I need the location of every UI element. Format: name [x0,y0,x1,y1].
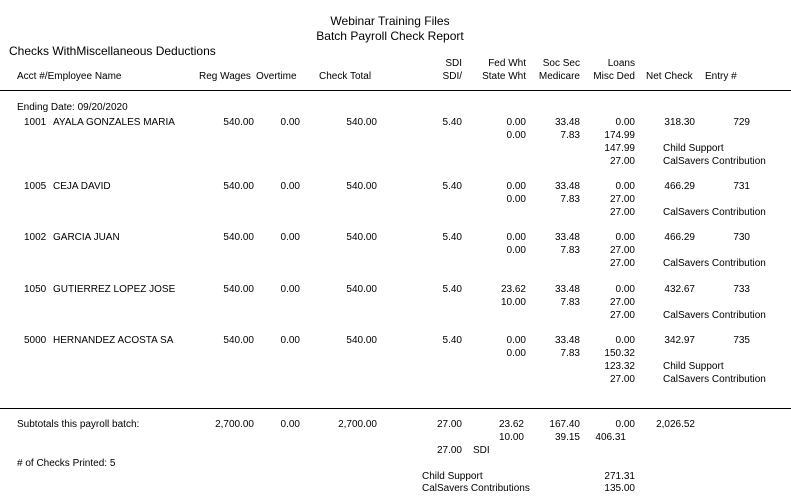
employee-check-total: 540.00 [346,232,377,243]
deduction-total-label-0: Child Support [422,471,483,482]
employee-net: 432.67 [664,284,695,295]
employee-state: 0.00 [506,194,526,205]
checks-printed: # of Checks Printed: 5 [17,458,116,469]
col-loans-header: Loans [607,58,635,69]
header-divider [0,90,791,91]
employee-loans: 0.00 [615,284,635,295]
col-state-wht-header: State Wht [482,71,526,82]
employee-soc: 33.48 [554,181,580,192]
employee-entry: 730 [733,232,750,243]
deduction-total-label-1: CalSavers Contributions [422,483,530,494]
employee-reg: 540.00 [223,335,254,346]
employee-med: 7.83 [560,245,580,256]
employee-ot: 0.00 [280,284,300,295]
employee-ot: 0.00 [280,232,300,243]
employee-net: 466.29 [664,232,695,243]
deduction-label: Child Support [663,143,724,154]
subtotal-ot: 0.00 [280,419,300,430]
employee-name: CEJA DAVID [53,181,111,192]
employee-reg: 540.00 [223,284,254,295]
deduction-label: CalSavers Contribution [663,258,766,269]
employee-ot: 0.00 [280,181,300,192]
subtotal-med: 39.15 [554,432,580,443]
employee-net: 342.97 [664,335,695,346]
subtotal-net: 2,026.52 [656,419,695,430]
employee-soc: 33.48 [554,117,580,128]
deduction-label: Child Support [663,361,724,372]
employee-ot: 0.00 [280,117,300,128]
employee-state: 0.00 [506,245,526,256]
employee-misc: 27.00 [609,194,635,205]
employee-check-total: 540.00 [346,181,377,192]
employee-loans: 0.00 [615,232,635,243]
employee-fed: 0.00 [506,232,526,243]
employee-med: 7.83 [560,130,580,141]
employee-name: HERNANDEZ ACOSTA SA [53,335,174,346]
employee-entry: 733 [733,284,750,295]
col-misc-ded-header: Misc Ded [593,71,635,82]
subtotal-sdi-line-amount: 27.00 [436,445,462,456]
col-soc-sec-header: Soc Sec [542,58,580,69]
employee-reg: 540.00 [223,117,254,128]
col-reg-wages-header: Reg Wages [199,71,251,82]
employee-loans: 0.00 [615,117,635,128]
employee-soc: 33.48 [554,284,580,295]
subtotal-label: Subtotals this payroll batch: [17,419,140,430]
employee-acct: 1001 [24,117,47,128]
employee-soc: 33.48 [554,335,580,346]
employee-med: 7.83 [560,297,580,308]
deduction-amount: 147.99 [604,143,635,154]
col-net-check-header: Net Check [646,71,693,82]
deduction-amount: 27.00 [609,156,635,167]
subtotal-divider [0,408,791,409]
employee-entry: 729 [733,117,750,128]
subtotal-reg: 2,700.00 [215,419,254,430]
employee-state: 0.00 [506,130,526,141]
employee-name: AYALA GONZALES MARIA [53,117,175,128]
col-medicare-header: Medicare [538,71,580,82]
employee-sdi: 5.40 [442,181,462,192]
col-sdi2-header: SDI/ [442,71,462,82]
employee-fed: 0.00 [506,117,526,128]
deduction-label: CalSavers Contribution [663,310,766,321]
subtotal-soc: 167.40 [549,419,580,430]
deduction-label: CalSavers Contribution [663,207,766,218]
employee-reg: 540.00 [223,181,254,192]
employee-name: GARCIA JUAN [53,232,120,243]
deduction-amount: 27.00 [609,310,635,321]
subtotal-fed: 23.62 [498,419,524,430]
employee-med: 7.83 [560,194,580,205]
employee-misc: 174.99 [604,130,635,141]
ending-date: Ending Date: 09/20/2020 [17,102,128,113]
employee-reg: 540.00 [223,232,254,243]
employee-loans: 0.00 [615,181,635,192]
subtotal-misc: 406.31 [595,432,626,443]
employee-name: GUTIERREZ LOPEZ JOSE [53,284,176,295]
employee-sdi: 5.40 [442,232,462,243]
employee-net: 466.29 [664,181,695,192]
employee-sdi: 5.40 [442,284,462,295]
employee-check-total: 540.00 [346,335,377,346]
employee-entry: 735 [733,335,750,346]
employee-misc: 27.00 [609,297,635,308]
employee-acct: 1005 [24,181,47,192]
col-fed-wht-header: Fed Wht [488,58,526,69]
employee-fed: 23.62 [500,284,526,295]
deduction-label: CalSavers Contribution [663,156,766,167]
col-check-total-header: Check Total [319,71,372,82]
deduction-amount: 27.00 [609,207,635,218]
employee-loans: 0.00 [615,335,635,346]
employee-sdi: 5.40 [442,335,462,346]
col-overtime-header: Overtime [256,71,297,82]
employee-misc: 27.00 [609,245,635,256]
employee-med: 7.83 [560,348,580,359]
deduction-amount: 27.00 [609,258,635,269]
subtotal-state: 10.00 [498,432,524,443]
employee-acct: 5000 [24,335,47,346]
company-title: Webinar Training Files [330,14,450,28]
subtotal-loans: 0.00 [615,419,635,430]
employee-ot: 0.00 [280,335,300,346]
employee-state: 10.00 [500,297,526,308]
employee-entry: 731 [733,181,750,192]
col-acct-header: Acct #/Employee Name [17,71,122,82]
deduction-total-amount-0: 271.31 [604,471,635,482]
deduction-amount: 27.00 [609,374,635,385]
deduction-total-amount-1: 135.00 [604,483,635,494]
subtotal-check-total: 2,700.00 [338,419,377,430]
employee-soc: 33.48 [554,232,580,243]
employee-state: 0.00 [506,348,526,359]
employee-acct: 1050 [24,284,47,295]
employee-sdi: 5.40 [442,117,462,128]
report-subtitle: Batch Payroll Check Report [316,29,464,43]
col-entry-header: Entry # [705,71,737,82]
deduction-label: CalSavers Contribution [663,374,766,385]
employee-fed: 0.00 [506,335,526,346]
report-title: Checks WithMiscellaneous Deductions [9,44,216,58]
employee-check-total: 540.00 [346,117,377,128]
subtotal-sdi-line-label: SDI [473,445,490,456]
employee-misc: 150.32 [604,348,635,359]
employee-net: 318.30 [664,117,695,128]
employee-check-total: 540.00 [346,284,377,295]
employee-fed: 0.00 [506,181,526,192]
subtotal-sdi: 27.00 [436,419,462,430]
employee-acct: 1002 [24,232,47,243]
deduction-amount: 123.32 [604,361,635,372]
col-sdi-header: SDI [445,58,462,69]
